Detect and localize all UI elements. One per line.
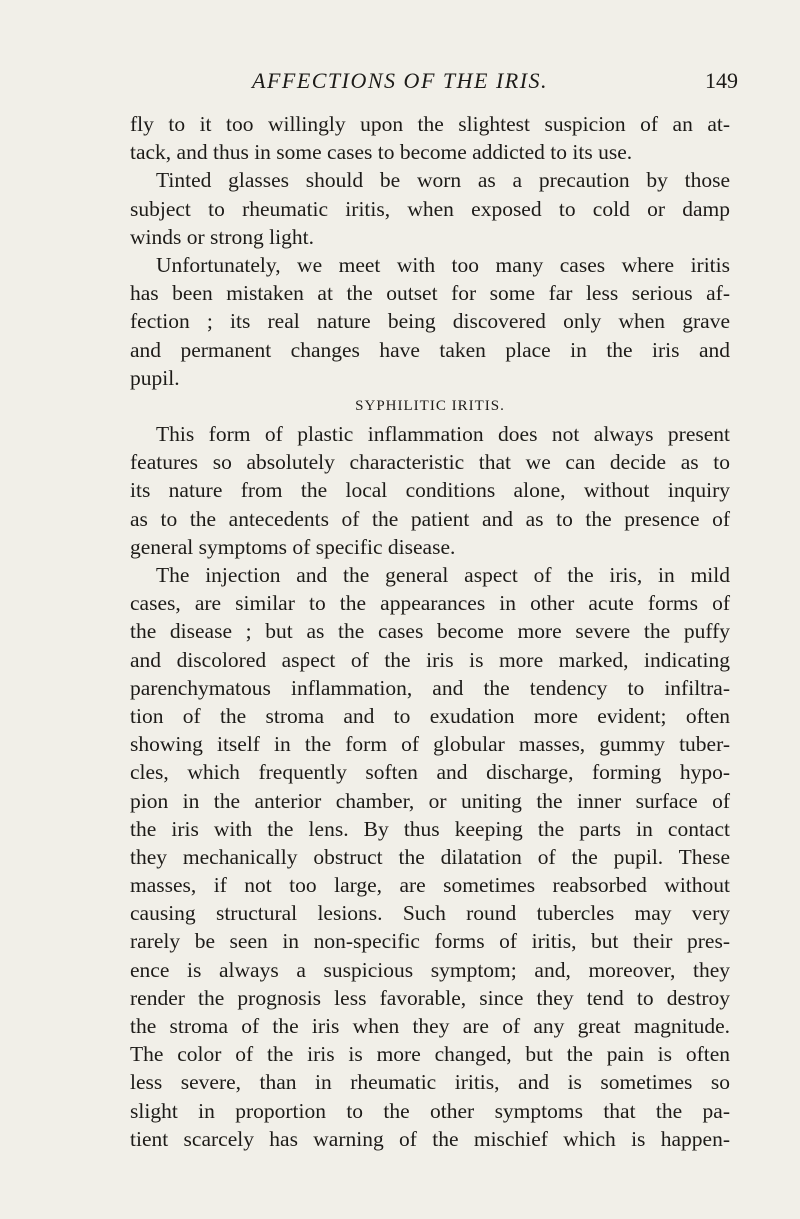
- text-line: slight in proportion to the other symptoms that the pa-: [130, 1098, 730, 1123]
- text-line: general symptoms of specific disease.: [130, 534, 456, 559]
- text-line: fly to it too willingly upon the slightest suspicion of an at-: [130, 112, 730, 136]
- text-line: the iris with the lens. By thus keeping the parts in contact: [130, 816, 730, 841]
- text-line: tient scarcely has warning of the mischief which is happen-: [130, 1126, 730, 1151]
- text-line: subject to rheumatic iritis, when exposed to cold or damp: [130, 196, 730, 221]
- page-header: [0, 68, 800, 98]
- text-line: the disease ; but as the cases become more severe the puffy: [130, 619, 730, 644]
- text-line: less severe, than in rheumatic iritis, and is sometimes so: [130, 1070, 730, 1095]
- text-line: rarely be seen in non-specific forms of iritis, but their pres-: [130, 929, 730, 954]
- page-number: 149: [705, 68, 738, 93]
- text-line: fection ; its real nature being discovered only when grave: [130, 309, 730, 334]
- text-line: render the prognosis less favorable, since they tend to destroy: [130, 985, 730, 1010]
- text-line: parenchymatous inflammation, and the tendency to infiltra-: [130, 675, 730, 700]
- text-line: Tinted glasses should be worn as a precaution by those: [156, 168, 730, 193]
- text-line: has been mistaken at the outset for some far less serious af-: [130, 281, 730, 306]
- text-line: showing itself in the form of globular masses, gummy tuber-: [130, 732, 730, 757]
- text-line: cases, are similar to the appearances in other acute forms of: [130, 591, 730, 616]
- text-line: its nature from the local conditions alone, without inquiry: [130, 478, 730, 503]
- running-title: AFFECTIONS OF THE IRIS.: [252, 68, 549, 93]
- text-line: and discolored aspect of the iris is more marked, indicating: [130, 647, 730, 672]
- text-line: pion in the anterior chamber, or uniting the inner surface of: [130, 788, 730, 813]
- text-line: as to the antecedents of the patient and as to the presence of: [130, 506, 730, 531]
- text-line: pupil.: [130, 365, 180, 390]
- text-line: features so absolutely characteristic that we can decide as to: [130, 450, 730, 475]
- text-line: tack, and thus in some cases to become addicted to its use.: [130, 140, 633, 165]
- text-line: masses, if not too large, are sometimes reabsorbed without: [130, 873, 730, 898]
- text-line: This form of plastic inflammation does not always present: [156, 422, 730, 447]
- text-line: ence is always a suspicious symptom; and, moreover, they: [130, 957, 730, 982]
- text-line: The color of the iris is more changed, but the pain is often: [130, 1042, 730, 1067]
- body-text: [130, 110, 730, 1153]
- text-line: Unfortunately, we meet with too many cases where iritis: [156, 252, 730, 277]
- text-line: and permanent changes have taken place in the iris and: [130, 337, 730, 362]
- section-heading: SYPHILITIC IRITIS.: [355, 397, 505, 414]
- text-line: tion of the stroma and to exudation more evident; often: [130, 703, 730, 728]
- text-line: cles, which frequently soften and discharge, forming hypo-: [130, 760, 730, 785]
- text-line: the stroma of the iris when they are of any great magnitude.: [130, 1014, 730, 1038]
- text-line: causing structural lesions. Such round tubercles may very: [130, 901, 730, 926]
- text-line: they mechanically obstruct the dilatation of the pupil. These: [130, 844, 730, 869]
- text-line: winds or strong light.: [130, 224, 314, 249]
- text-line: The injection and the general aspect of the iris, in mild: [156, 563, 730, 587]
